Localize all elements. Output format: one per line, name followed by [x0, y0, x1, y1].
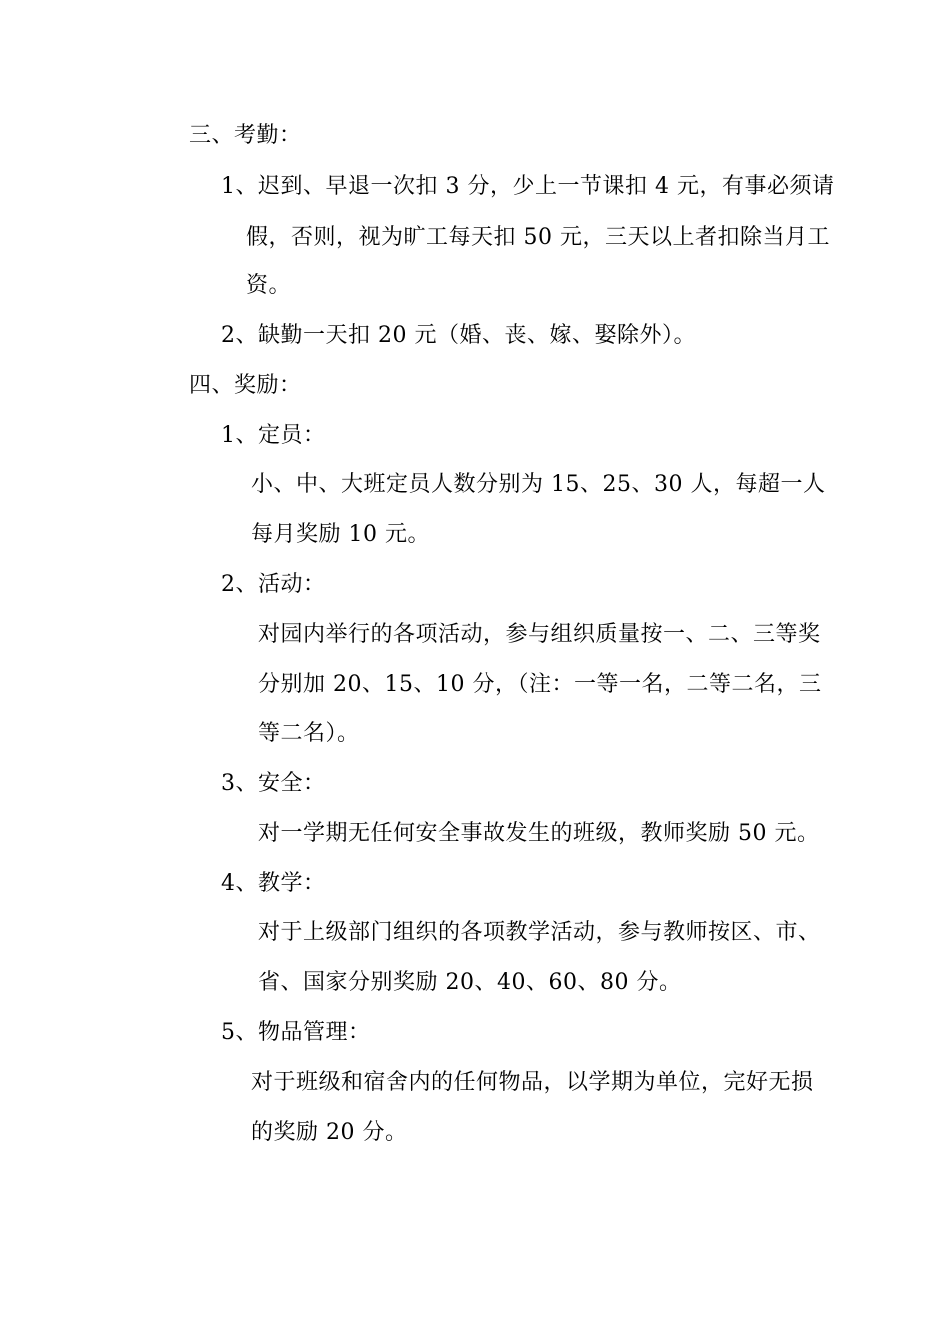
rewards-item-4-line-1: 对于上级部门组织的各项教学活动，参与教师按区、市、 — [258, 920, 821, 945]
rewards-item-2-line-2: 分别加 20、15、10 分，（注：一等一名，二等二名，三 — [258, 672, 822, 697]
attendance-item-1-line-3: 资。 — [246, 273, 292, 298]
section-heading-rewards: 四、奖励： — [189, 373, 302, 398]
rewards-item-1-line-2: 每月奖励 10 元。 — [251, 522, 430, 547]
rewards-item-1-title: 1、定员： — [221, 423, 326, 448]
rewards-item-3-title: 3、安全： — [221, 771, 326, 796]
rewards-item-2-title: 2、活动： — [221, 572, 326, 597]
rewards-item-2-line-3: 等二名）。 — [258, 721, 360, 746]
rewards-item-1-line-1: 小、中、大班定员人数分别为 15、25、30 人，每超一人 — [251, 472, 826, 497]
rewards-item-5-line-2: 的奖励 20 分。 — [251, 1120, 408, 1145]
rewards-item-3-line-1: 对一学期无任何安全事故发生的班级，教师奖励 50 元。 — [258, 821, 820, 846]
attendance-item-1-line-2: 假，否则，视为旷工每天扣 50 元，三天以上者扣除当月工 — [246, 225, 830, 250]
attendance-item-2-line-1: 2、缺勤一天扣 20 元（婚、丧、嫁、娶除外）。 — [221, 323, 696, 348]
rewards-item-5-title: 5、物品管理： — [221, 1020, 371, 1045]
section-heading-attendance: 三、考勤： — [189, 123, 302, 148]
rewards-item-4-title: 4、教学： — [221, 871, 326, 896]
rewards-item-2-line-1: 对园内举行的各项活动，参与组织质量按一、二、三等奖 — [258, 622, 821, 647]
attendance-item-1-line-1: 1、迟到、早退一次扣 3 分，少上一节课扣 4 元，有事必须请 — [221, 174, 835, 199]
rewards-item-5-line-1: 对于班级和宿舍内的任何物品，以学期为单位，完好无损 — [251, 1070, 814, 1095]
rewards-item-4-line-2: 省、国家分别奖励 20、40、60、80 分。 — [258, 970, 682, 995]
